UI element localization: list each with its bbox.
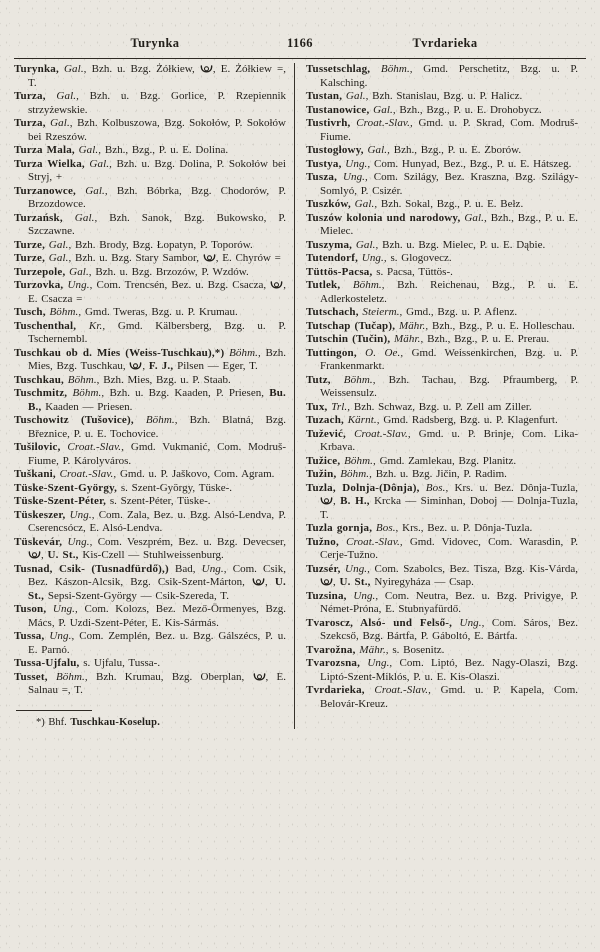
gazetteer-entry: Tuzsér, Ung., Com. Szabolcs, Bez. Tisza, Bzg. Kis-Várda, , U. St., Nyiregyháza — Csap. <box>306 562 579 588</box>
gazetteer-entry: Tussetschlag, Böhm., Gmd. Perschetitz, Bzg. u. P. Kalsching. <box>306 63 578 89</box>
gazetteer-entry: Turzovka, Ung., Com. Trencsén, Bez. u. Bzg. Csacza, , E. Csacza = <box>14 279 286 305</box>
gazetteer-entry: Tuschkau ob d. Mies (Weiss-Tuschkau),*) Böhm., Bzh. Mies, Bzg. Tuschkau, , F. J., Pilsen — Eger, T. <box>14 346 287 372</box>
gazetteer-entry: Tustya, Ung., Com. Hunyad, Bez., Bzg., P. u. E. Hátszeg. <box>306 157 572 170</box>
gazetteer-entry: Tuszów kolonia und narodowy, Gal., Bzh., Bzg., P. u. E. Mielec. <box>306 211 578 237</box>
gazetteer-entry: Tvarozsna, Ung., Com. Liptó, Bez. Nagy-Olaszi, Bzg. Liptó-Szent-Miklós, P. u. E. Kis-Olaszi. <box>306 657 578 683</box>
gazetteer-entry: Tustogłowy, Gal., Bzh., Bzg., P. u. E. Zborów. <box>306 144 522 156</box>
posthorn-icon <box>203 254 216 262</box>
right-column <box>298 63 578 729</box>
gazetteer-entry: Tužin, Böhm., Bzh. u. Bzg. Jičin, P. Radim. <box>306 468 507 480</box>
gazetteer-entry: Tutschach, Steierm., Gmd., Bzg. u. P. Aflenz. <box>306 306 518 318</box>
gazetteer-entry: Tussa-Ujfalu, s. Ujfalu, Tussa-. <box>14 657 161 669</box>
gazetteer-entry: Tuškani, Croat.-Slav., Gmd. u. P. Jaškovo, Com. Agram. <box>14 468 275 480</box>
page-number: 1166 <box>287 36 313 50</box>
running-head-left: Turynka <box>130 36 180 50</box>
gazetteer-entry: Tustan, Gal., Bzh. Stanislau, Bzg. u. P. Halicz. <box>306 90 523 102</box>
gazetteer-entry: Tüttös-Pacsa, s. Pacsa, Tüttös-. <box>306 265 453 278</box>
gazetteer-entry: Tuttingon, O. Oe., Gmd. Weissenkirchen, Bzg. u. P. Frankenmarkt. <box>306 346 578 372</box>
gazetteer-entry: Tüske-Szent-Péter, s. Szent-Péter, Tüske-. <box>14 495 211 507</box>
gazetteer-entry: Tuschenthal, Kr., Gmd. Kälbersberg, Bzg. u. P. Tschernembl. <box>14 319 286 345</box>
gazetteer-entry: Tusnad, Csik- (Tusnadfürdő),) Bad, Ung., Com. Csik, Bez. Kászon-Alcsik, Bzg. Csik-Szent-Márton, , U. St., Sepsi-Szent-György — Csik-Szereda, T. <box>14 562 286 602</box>
gazetteer-entry: Turynka, Gal., Bzh. u. Bzg. Żółkiew, , E. Żółkiew =, T. <box>14 63 286 89</box>
gazetteer-entry: Turza, Gal., Bzh. u. Bzg. Gorlice, P. Rzepiennik strzyżewskie. <box>14 90 287 116</box>
gazetteer-entry: Tuzla gornja, Bos., Krs., Bez. u. P. Dônja-Tuzla. <box>306 522 533 534</box>
posthorn-icon <box>129 362 142 370</box>
gazetteer-entry: Tusset, Böhm., Bzh. Krumau, Bzg. Oberplan, , E. Salnau =, T. <box>14 670 287 696</box>
gazetteer-entry: Tuszyma, Gal., Bzh. u. Bzg. Mielec, P. u. E. Dąbie. <box>306 238 546 251</box>
gazetteer-entry: Tutschin (Tučin), Mähr., Bzh., Bzg., P. u. E. Prerau. <box>306 333 550 345</box>
gazetteer-entry: Tutlek, Böhm., Bzh. Reichenau, Bzg., P. u. E. Adlerkosteletz. <box>306 279 579 305</box>
gazetteer-entry: Tustivrh, Croat.-Slav., Gmd. u. P. Skrad, Com. Modruš-Fiume. <box>306 117 579 143</box>
gazetteer-entry: Tuson, Ung., Com. Kolozs, Bez. Mező-Örmenyes, Bzg. Mács, P. Uzdi-Szent-Péter, E. Kis-Sármás. <box>14 603 287 629</box>
gazetteer-entry: Turze, Gal., Bzh. Brody, Bzg. Łopatyn, P. Toporów. <box>14 238 253 251</box>
gazetteer-entry: Tux, Trl., Bzh. Schwaz, Bzg. u. P. Zell am Ziller. <box>306 400 532 413</box>
posthorn-icon <box>252 578 265 586</box>
page-header <box>0 36 600 53</box>
posthorn-icon <box>320 578 333 586</box>
footnote-rule <box>16 710 92 711</box>
gazetteer-entry: Tuzla, Dolnja-(Dônja), Bos., Krs. u. Bez. Dônja-Tuzla, , B. H., Krcka — Siminhan, Doboj — Dolnja-Tuzla, T. <box>306 481 579 521</box>
gazetteer-entry: Turzanowce, Gal., Bzh. Bóbrka, Bzg. Chodorów, P. Brzozdowce. <box>14 184 286 210</box>
gazetteer-entry: Turzepole, Gal., Bzh. u. Bzg. Brzozów, P. Wzdów. <box>14 265 249 278</box>
gazetteer-entry: Tuzach, Kärnt., Gmd. Radsberg, Bzg. u. P. Klagenfurt. <box>306 414 558 426</box>
gazetteer-entry: Tuschmitz, Böhm., Bzh. u. Bzg. Kaaden, P. Priesen, Bu. B., Kaaden — Priesen. <box>14 387 286 413</box>
gazetteer-entry: Tustanowice, Gal., Bzh., Bzg., P. u. E. Drohobycz. <box>306 103 542 116</box>
gazetteer-entry: Tussa, Ung., Com. Zemplén, Bez. u. Bzg. Gálszécs, P. u. E. Parnó. <box>14 630 286 656</box>
column-divider <box>294 63 295 729</box>
gazetteer-entry: Tužno, Croat.-Slav., Gmd. Vidovec, Com. Warasdin, P. Cerje-Tužno. <box>306 535 579 561</box>
gazetteer-entry: Tusch, Böhm., Gmd. Tweras, Bzg. u. P. Krumau. <box>14 306 238 318</box>
text-columns <box>0 59 600 729</box>
gazetteer-entry: Tužice, Böhm., Gmd. Zamlekau, Bzg. Planitz. <box>306 454 517 467</box>
gazetteer-entry: Tusza, Ung., Com. Szilágy, Bez. Kraszna, Bzg. Szilágy-Somlyó, P. Csizér. <box>306 171 579 197</box>
gazetteer-entry: Turze, Gal., Bzh. u. Bzg. Stary Sambor, , E. Chyrów = <box>14 252 281 264</box>
gazetteer-entry: Tušilovic, Croat.-Slav., Gmd. Vukmanić, Com. Modruš-Fiume, P. Károlyváros. <box>14 441 286 467</box>
gazetteer-entry: Turzańsk, Gal., Bzh. Sanok, Bzg. Bukowsko, P. Szczawne. <box>14 211 286 237</box>
gazetteer-entry: Tutendorf, Ung., s. Glogovecz. <box>306 252 452 264</box>
gazetteer-entry: Tuschkau, Böhm., Bzh. Mies, Bzg. u. P. Staab. <box>14 373 231 386</box>
posthorn-icon <box>270 281 283 289</box>
gazetteer-entry: Tuzsina, Ung., Com. Neutra, Bez. u. Bzg. Privigye, P. Német-Próna, E. Stubnyafürdő. <box>306 589 578 615</box>
gazetteer-entry: Tutschap (Tučap), Mähr., Bzh., Bzg., P. u. E. Holleschau. <box>306 319 575 332</box>
gazetteer-entry: Tuszków, Gal., Bzh. Sokal, Bzg., P. u. E. Bełz. <box>306 198 524 210</box>
running-head-right: Tvrdarieka <box>412 36 478 50</box>
gazetteer-entry: Tvaroscz, Alsó- und Felső-, Ung., Com. Sáros, Bez. Szekcső, Bzg. Bártfa, P. Gáboltó, E. Bártfa. <box>306 616 578 642</box>
gazetteer-entry: Tvarožna, Mähr., s. Bosenitz. <box>306 643 445 656</box>
gazetteer-entry: Tüske-Szent-György, s. Szent-György, Tüske-. <box>14 481 233 494</box>
left-column <box>14 63 291 729</box>
gazetteer-entry: Turza, Gal., Bzh. Kolbuszowa, Bzg. Sokołów, P. Sokołów bei Rzeszów. <box>14 117 286 143</box>
gazetteer-entry: Turza Mala, Gal., Bzh., Bzg., P. u. E. Dolina. <box>14 144 229 156</box>
posthorn-icon <box>253 673 266 681</box>
gazetteer-entry: Tüskeszer, Ung., Com. Zala, Bez. u. Bzg. Alsó-Lendva, P. Cserencsócz, E. Alsó-Lendva. <box>14 508 287 534</box>
footnote-block <box>14 710 286 730</box>
footnote-text: *) Bhf. Tuschkau-Koselup. <box>36 716 161 728</box>
posthorn-icon <box>28 551 41 559</box>
gazetteer-entry: Turza Wielka, Gal., Bzh. u. Bzg. Dolina, P. Sokołów bei Stryj, + <box>14 157 286 183</box>
gazetteer-entry: Tutz, Böhm., Bzh. Tachau, Bzg. Pfraumberg, P. Weissensulz. <box>306 373 578 399</box>
posthorn-icon <box>320 497 333 505</box>
gazetteer-entry: Tužević, Croat.-Slav., Gmd. u. P. Brinje, Com. Lika-Krbava. <box>306 427 578 453</box>
posthorn-icon <box>200 65 213 73</box>
gazetteer-entry: Tuschowitz (Tušovice), Böhm., Bzh. Blatná, Bzg. Březnice, P. u. E. Tochovice. <box>14 414 287 440</box>
gazetteer-entry: Tüskevár, Ung., Com. Veszprém, Bez. u. Bzg. Devecser, , U. St., Kis-Czell — Stuhlweissenburg. <box>14 535 286 561</box>
gazetteer-entry: Tvrdarieka, Croat.-Slav., Gmd. u. P. Kapela, Com. Belovár-Kreuz. <box>306 684 578 710</box>
